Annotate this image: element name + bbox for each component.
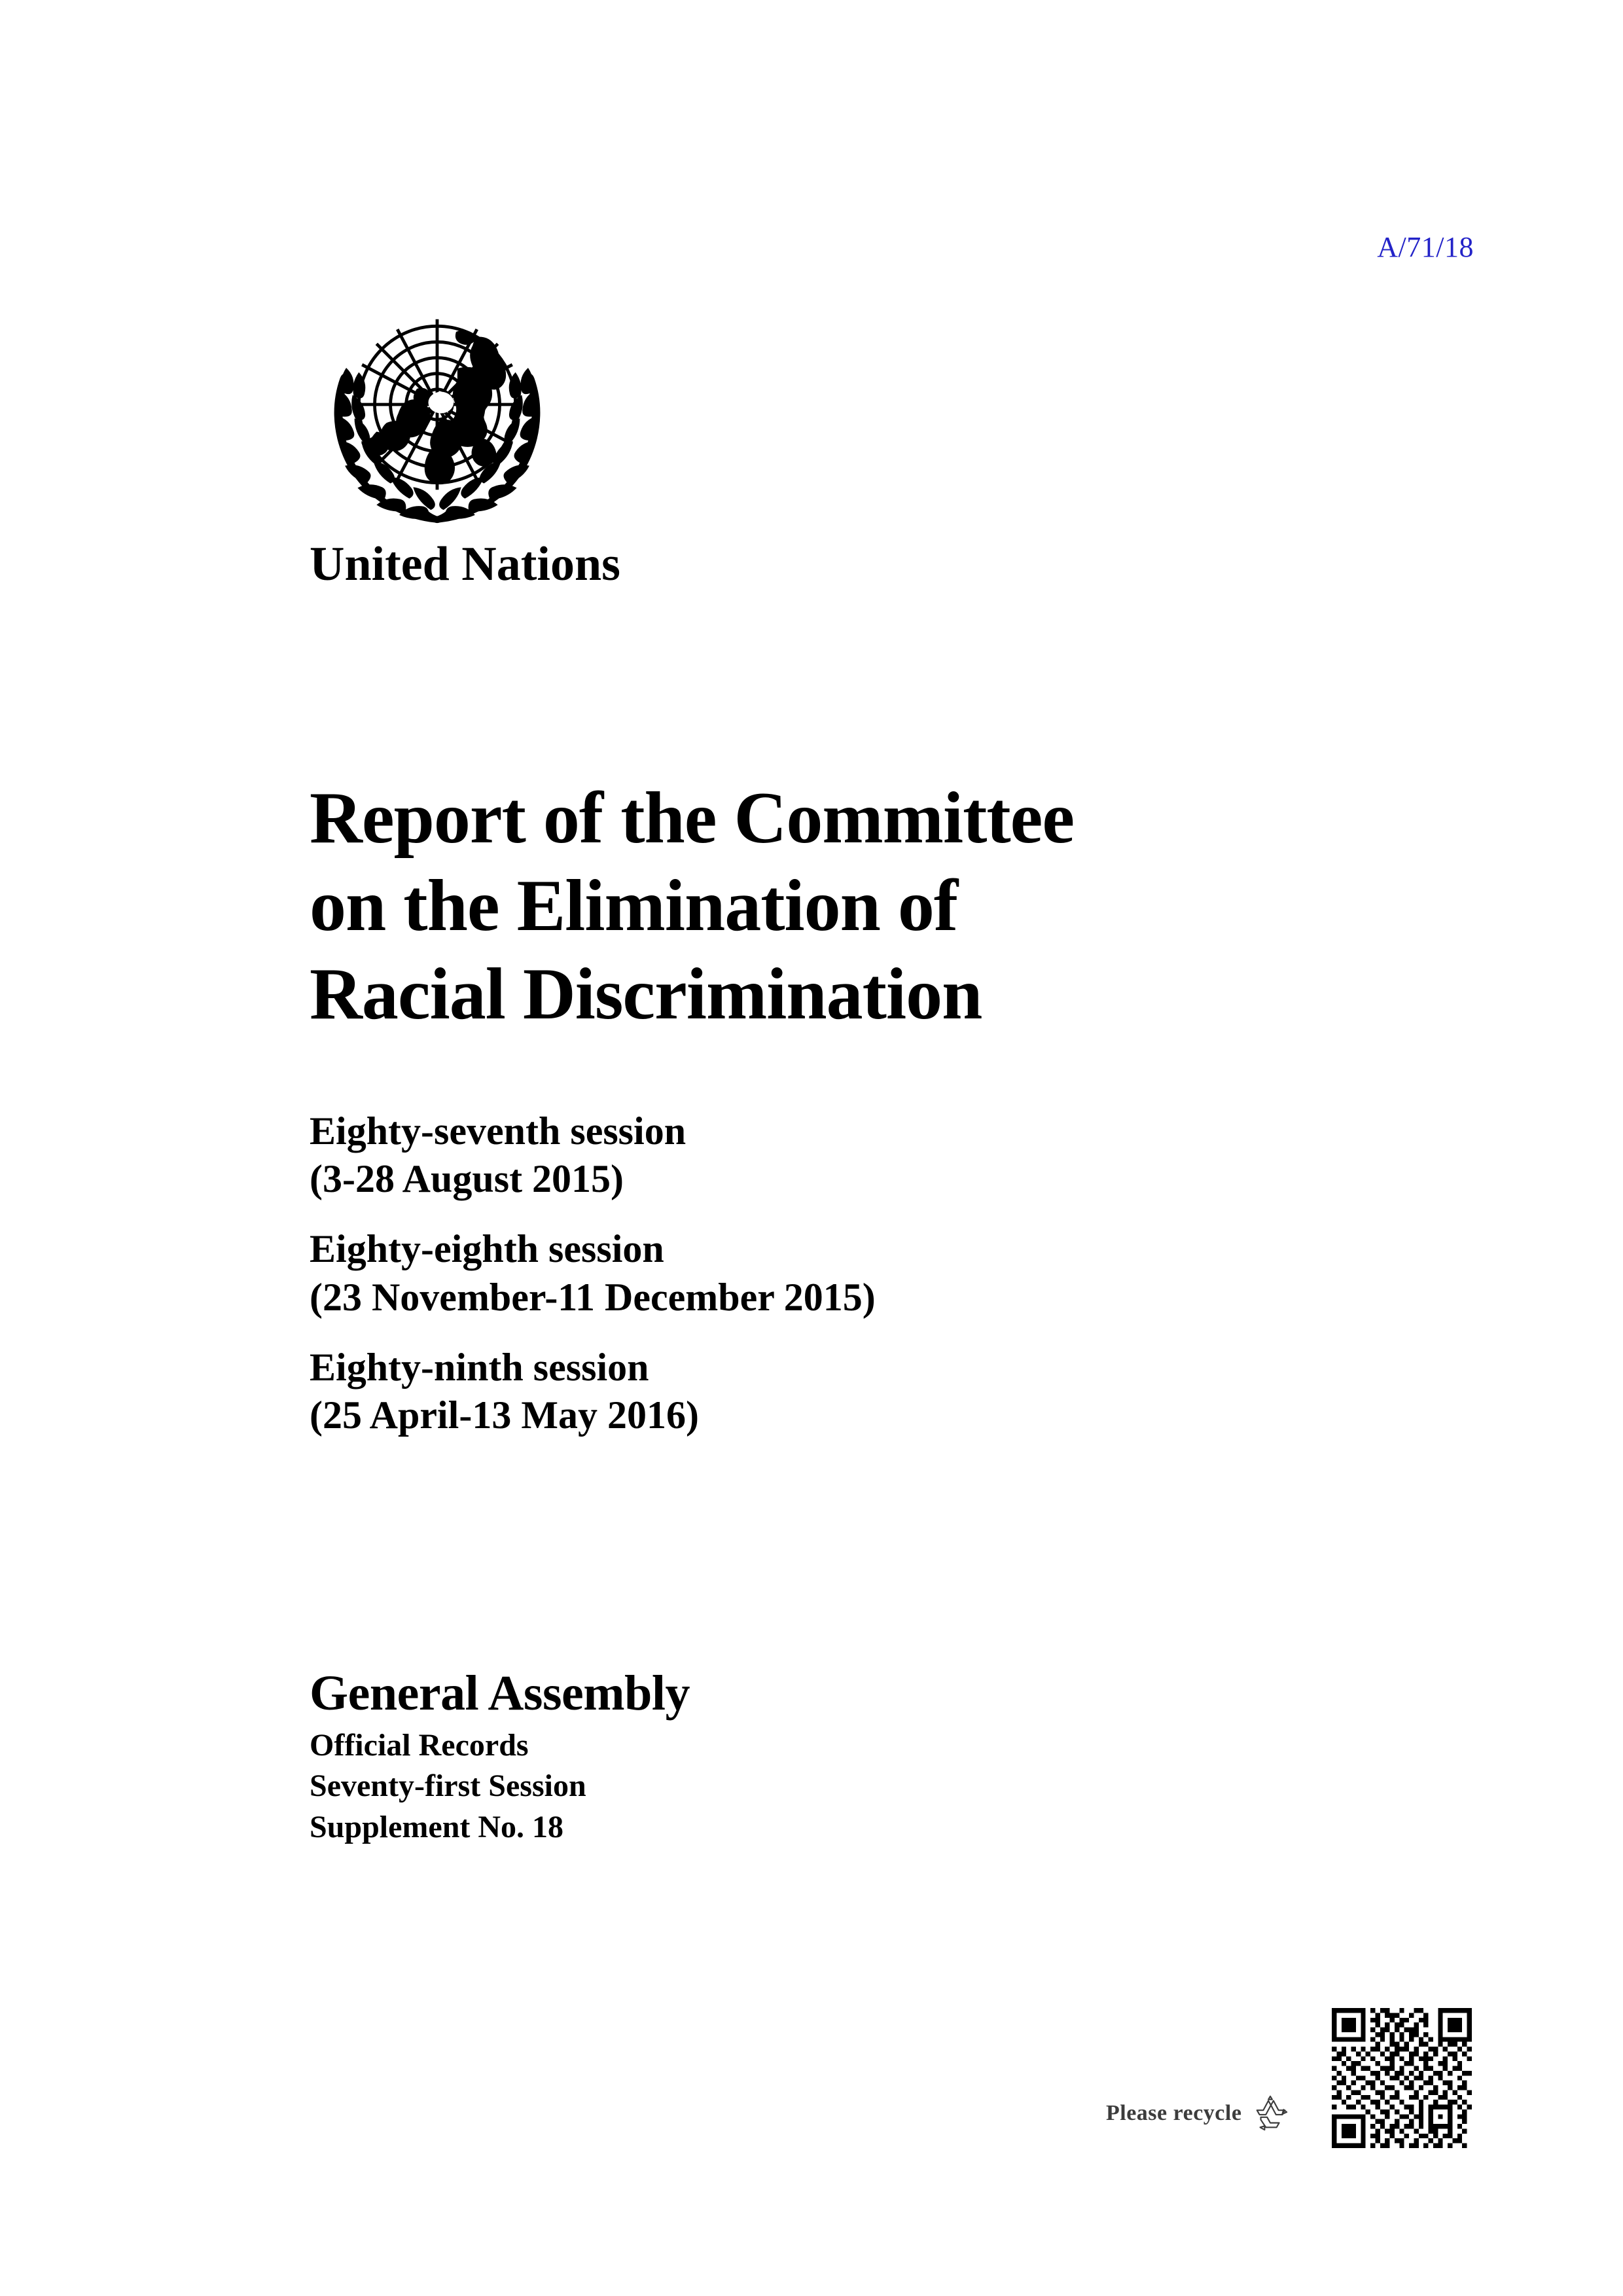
session-item [310,1225,1291,1321]
recycle-label: Please recycle [1106,2101,1242,2125]
imprint-records: Official Records [310,1727,529,1763]
organization-name: United Nations [310,537,620,591]
session-item [310,1344,1291,1439]
recycle-notice [1106,2094,1291,2132]
session-dates: (25 April-13 May 2016) [310,1393,699,1437]
session-name: Eighty-seventh session [310,1109,687,1153]
page-title [310,774,1291,1038]
imprint-detail-lines [310,1725,1226,1848]
document-symbol: A/71/18 [1377,231,1474,263]
imprint-body-name: General Assembly [310,1666,690,1721]
imprint-session: Seventy-first Session [310,1768,586,1804]
session-dates: (3-28 August 2015) [310,1157,624,1201]
qr-code-icon [1332,2008,1472,2148]
imprint-supplement: Supplement No. 18 [310,1809,564,1844]
title-line-1: Report of the Committee [310,778,1075,859]
title-line-3: Racial Discrimination [310,953,982,1035]
session-list [310,1107,1291,1439]
session-dates: (23 November-11 December 2015) [310,1275,876,1319]
title-line-2: on the Elimination of [310,865,958,947]
imprint-block [310,1668,1226,1848]
footer [1106,2080,1512,2231]
session-item [310,1107,1291,1203]
recycle-icon [1251,2094,1291,2132]
un-emblem-icon [311,314,563,530]
session-name: Eighty-eighth session [310,1227,664,1271]
emblem-block [311,314,566,530]
session-name: Eighty-ninth session [310,1345,649,1389]
